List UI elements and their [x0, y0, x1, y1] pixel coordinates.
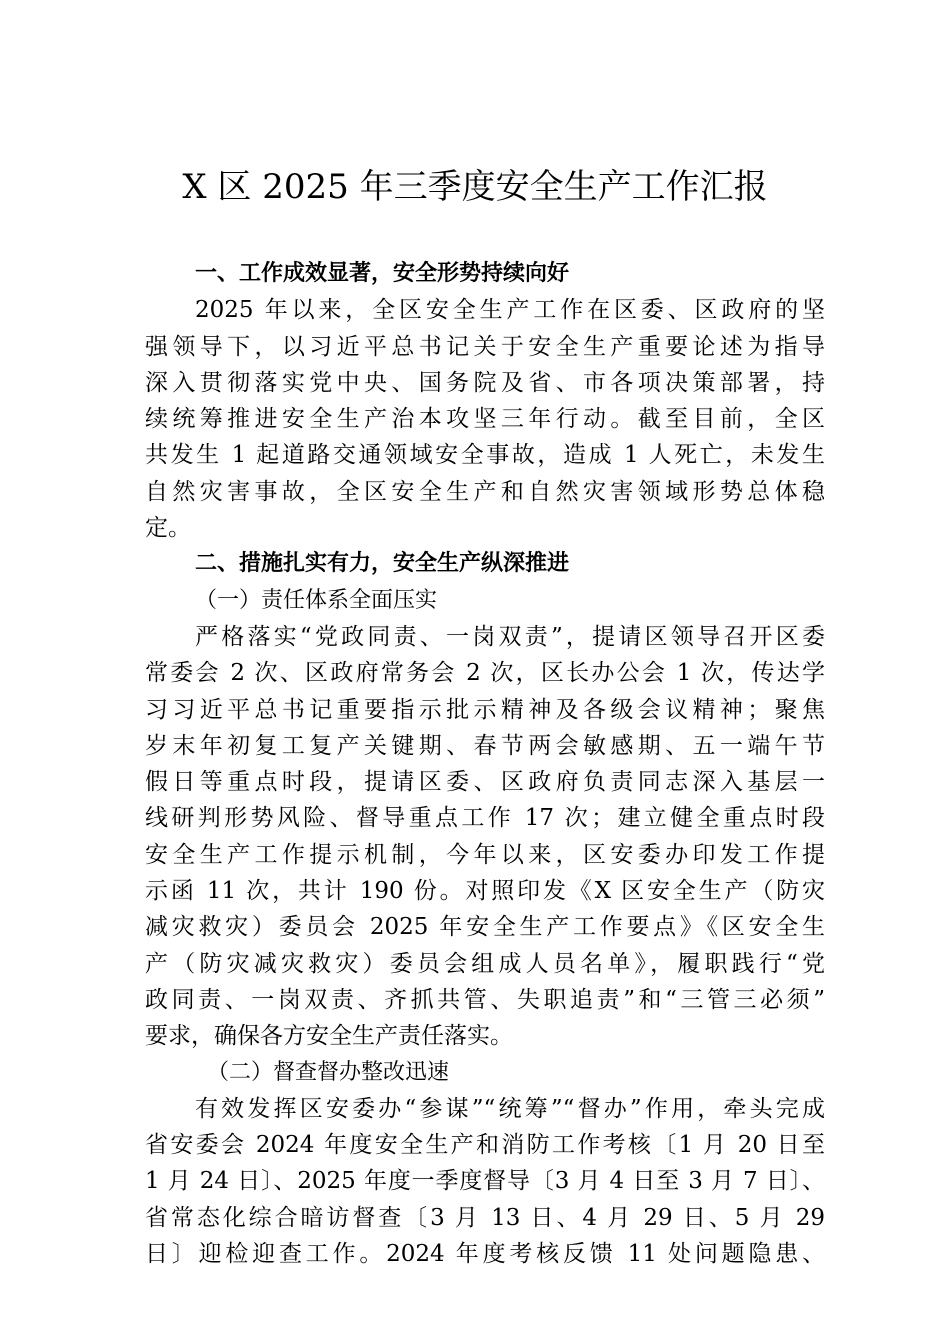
paragraph-line: 1 月 24 日〕、2025 年度一季度督导〔3 月 4 日至 3 月 7 日〕、 [145, 1168, 825, 1195]
paragraph-line: 政同责、一岗双责、齐抓共管、失职追责”和“三管三必须” [145, 986, 825, 1013]
paragraph-line: 省常态化综合暗访督查〔3 月 13 日、4 月 29 日、5 月 29 [145, 1204, 825, 1231]
section-2-subheading-1: （一）责任体系全面压实 [195, 587, 438, 613]
section-2-1-paragraph [145, 619, 825, 1055]
paragraph-line: 2025 年以来，全区安全生产工作在区委、区政府的坚 [195, 297, 825, 324]
document-title: X 区 2025 年三季度安全生产工作汇报 [182, 167, 768, 207]
paragraph-line: 常委会 2 次、区政府常务会 2 次，区长办公会 1 次，传达学 [145, 660, 825, 687]
paragraph-line: 岁末年初复工复产关键期、春节两会敏感期、五一端午节 [145, 732, 825, 759]
section-1-paragraph [145, 292, 825, 546]
paragraph-line: 线研判形势风险、督导重点工作 17 次；建立健全重点时段 [145, 805, 825, 832]
paragraph-line: 续统筹推进安全生产治本攻坚三年行动。截至目前，全区 [145, 406, 825, 433]
paragraph-line: 定。 [145, 515, 191, 542]
paragraph-line: 安全生产工作提示机制，今年以来，区安委办印发工作提 [145, 841, 825, 868]
section-2-2-paragraph [145, 1091, 825, 1272]
paragraph-line: 自然灾害事故，全区安全生产和自然灾害领域形势总体稳 [145, 478, 825, 505]
paragraph-line: 示函 11 次，共计 190 份。对照印发《X 区安全生产（防灾 [145, 878, 825, 905]
section-2-heading: 二、措施扎实有力，安全生产纵深推进 [195, 551, 570, 577]
paragraph-line: 要求，确保各方安全生产责任落实。 [145, 1023, 513, 1050]
paragraph-line: 省安委会 2024 年度安全生产和消防工作考核〔1 月 20 日至 [145, 1132, 825, 1159]
paragraph-line: 严格落实“党政同责、一岗双责”，提请区领导召开区委 [195, 623, 825, 650]
paragraph-line: 深入贯彻落实党中央、国务院及省、市各项决策部署，持 [145, 369, 825, 396]
document-body [145, 256, 825, 1272]
paragraph-line: 共发生 1 起道路交通领域安全事故，造成 1 人死亡，未发生 [145, 442, 825, 469]
paragraph-line: 强领导下，以习近平总书记关于安全生产重要论述为指导 [145, 333, 825, 360]
paragraph-line: 产（防灾减灾救灾）委员会组成人员名单》，履职践行“党 [145, 950, 825, 977]
paragraph-line: 有效发挥区安委办“参谋”“统筹”“督办”作用，牵头完成 [195, 1095, 825, 1122]
section-1-heading: 一、工作成效显著，安全形势持续向好 [195, 261, 570, 286]
paragraph-line: 日〕迎检迎查工作。2024 年度考核反馈 11 处问题隐患、 [145, 1241, 825, 1268]
paragraph-line: 减灾救灾）委员会 2025 年安全生产工作要点》《区安全生 [145, 914, 825, 941]
section-2-subheading-2: （二）督查督办整改迅速 [207, 1059, 450, 1085]
paragraph-line: 习习近平总书记重要指示批示精神及各级会议精神；聚焦 [145, 696, 825, 723]
paragraph-line: 假日等重点时段，提请区委、区政府负责同志深入基层一 [145, 769, 825, 796]
